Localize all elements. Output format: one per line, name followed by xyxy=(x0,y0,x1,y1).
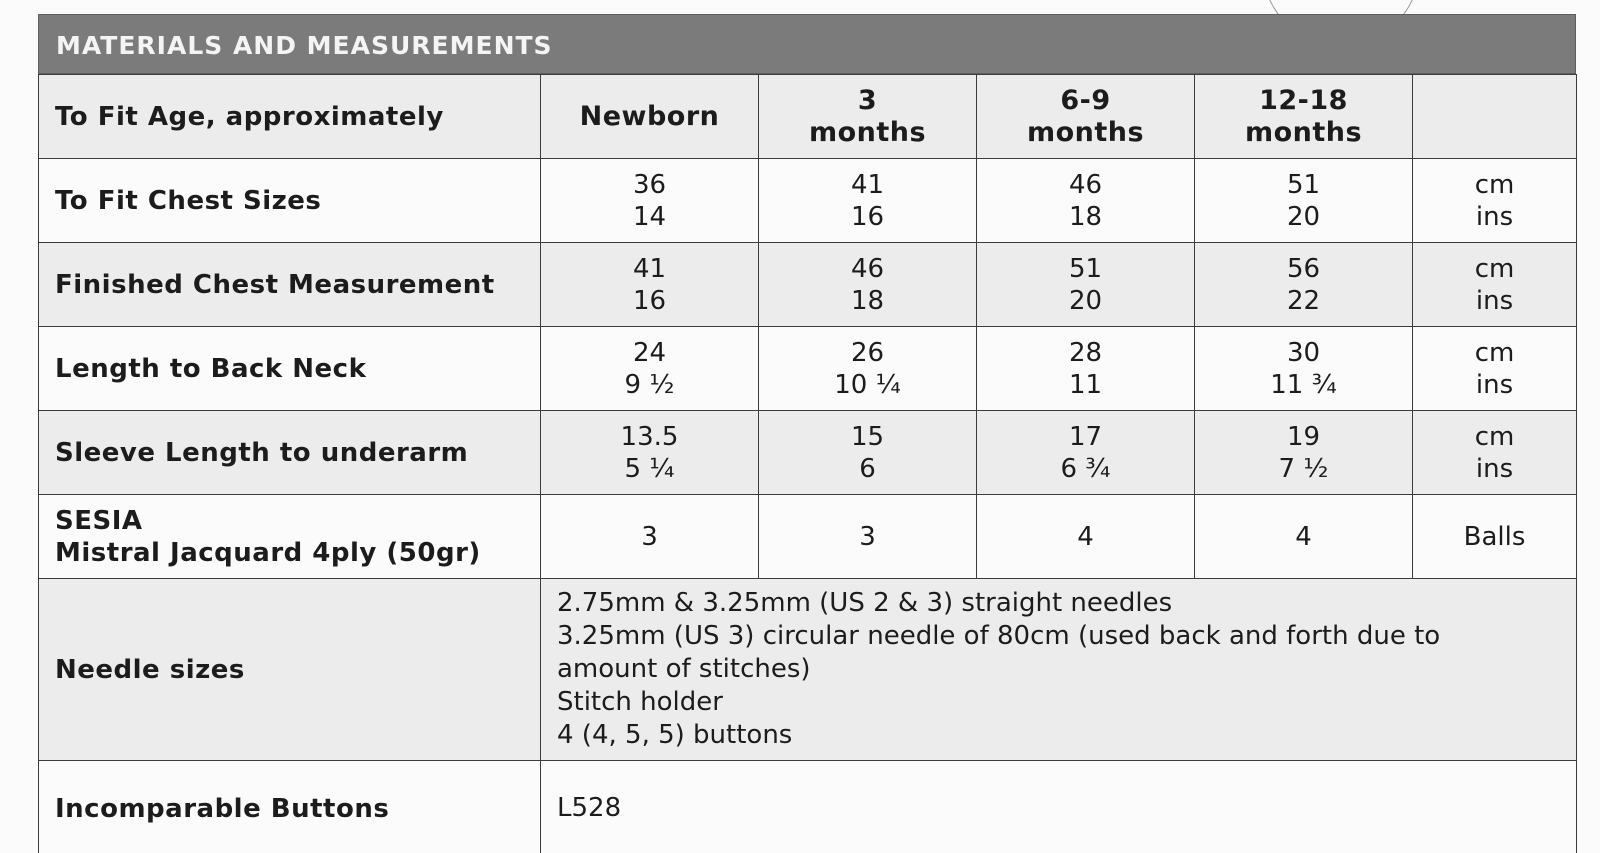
table-cell: 13.5 5 ¼ xyxy=(541,411,759,495)
table-cell: 51 20 xyxy=(1195,159,1413,243)
row-label: Length to Back Neck xyxy=(39,327,541,411)
unit-cell: Balls xyxy=(1413,495,1577,579)
yarn-name: Mistral Jacquard 4ply (50gr) xyxy=(55,537,481,568)
materials-measurements-table xyxy=(38,74,1577,853)
needle-line: 3.25mm (US 3) circular needle of 80cm (used back and forth due to xyxy=(557,621,1441,651)
table-cell: 3 xyxy=(759,495,977,579)
unit-header-empty xyxy=(1413,75,1577,159)
size-header-12-18-months: 12-18 months xyxy=(1195,75,1413,159)
table-cell: 51 20 xyxy=(977,243,1195,327)
buttons-row xyxy=(39,761,1577,853)
age-label: To Fit Age, approximately xyxy=(39,75,541,159)
table-cell: 56 22 xyxy=(1195,243,1413,327)
section-title: MATERIALS AND MEASUREMENTS xyxy=(56,31,553,60)
table-cell: 26 10 ¼ xyxy=(759,327,977,411)
table-cell: 4 xyxy=(1195,495,1413,579)
row-label: To Fit Chest Sizes xyxy=(39,159,541,243)
needle-details xyxy=(541,579,1577,761)
yarn-row xyxy=(39,495,1577,579)
table-cell: 17 6 ¾ xyxy=(977,411,1195,495)
table-cell: 24 9 ½ xyxy=(541,327,759,411)
buttons-value: L528 xyxy=(541,761,1577,853)
table-cell: 46 18 xyxy=(977,159,1195,243)
needle-line: amount of stitches) xyxy=(557,654,811,684)
table-cell: 4 xyxy=(977,495,1195,579)
table-cell: 41 16 xyxy=(541,243,759,327)
table-cell: 46 18 xyxy=(759,243,977,327)
needle-label: Needle sizes xyxy=(39,579,541,761)
yarn-brand: SESIA xyxy=(55,505,143,536)
measure-row xyxy=(39,327,1577,411)
section-title-bar xyxy=(38,14,1576,74)
unit-cell: cm ins xyxy=(1413,327,1577,411)
size-header-3-months: 3 months xyxy=(759,75,977,159)
needle-line: 2.75mm & 3.25mm (US 2 & 3) straight needles xyxy=(557,588,1173,618)
needle-line: 4 (4, 5, 5) buttons xyxy=(557,720,793,750)
table-cell: 3 xyxy=(541,495,759,579)
table-cell: 19 7 ½ xyxy=(1195,411,1413,495)
table-cell: 30 11 ¾ xyxy=(1195,327,1413,411)
size-header-newborn: Newborn xyxy=(541,75,759,159)
table-cell: 15 6 xyxy=(759,411,977,495)
measure-row xyxy=(39,243,1577,327)
table-cell: 41 16 xyxy=(759,159,977,243)
measure-row xyxy=(39,159,1577,243)
age-row xyxy=(39,75,1577,159)
table-cell: 28 11 xyxy=(977,327,1195,411)
size-header-6-9-months: 6-9 months xyxy=(977,75,1195,159)
measure-row xyxy=(39,411,1577,495)
unit-cell: cm ins xyxy=(1413,159,1577,243)
row-label: Sleeve Length to underarm xyxy=(39,411,541,495)
buttons-label: Incomparable Buttons xyxy=(39,761,541,853)
table-cell: 36 14 xyxy=(541,159,759,243)
unit-cell: cm ins xyxy=(1413,411,1577,495)
needle-row xyxy=(39,579,1577,761)
row-label: Finished Chest Measurement xyxy=(39,243,541,327)
needle-line: Stitch holder xyxy=(557,687,723,717)
unit-cell: cm ins xyxy=(1413,243,1577,327)
yarn-label xyxy=(39,495,541,579)
